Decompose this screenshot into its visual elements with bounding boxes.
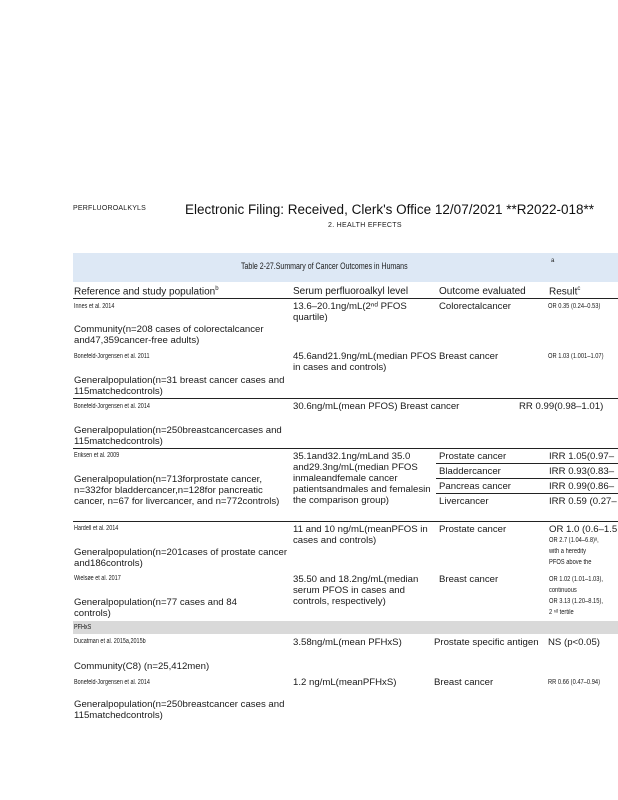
- row-result: IRR 0.93(0.83–: [549, 466, 615, 477]
- row-result: OR 1.03 (1.001–1.07): [548, 353, 604, 360]
- row-result-note: OR 2.7 (1.04–6.8)ᵃ,: [549, 537, 599, 544]
- row-result: IRR 0.99(0.86–: [549, 481, 615, 492]
- row-reference: Wielsøe et al. 2017: [74, 575, 121, 582]
- col-header-result-text: Result: [549, 286, 578, 298]
- filing-stamp: Electronic Filing: Received, Clerk's Office 12/07/2021 **R2022-018**: [185, 202, 595, 217]
- row-population: Generalpopulation(n=713forprostate cancer, n=332for bladdercancer,n=128for pancreatic cancer, n=67 for livercancer, and n=772controls): [74, 474, 280, 507]
- row-outcome: Breast cancer: [439, 574, 499, 585]
- row-result-note: OR 1.02 (1.01–1.03),: [549, 576, 603, 583]
- table-title: Table 2-27.Summary of Cancer Outcomes in Humans: [241, 261, 408, 271]
- row-reference: Bonefeld-Jorgensen et al. 2014: [74, 679, 150, 686]
- pfhxs-section-label: PFHxS: [74, 624, 92, 631]
- row-result-note: PFOS above the: [549, 559, 592, 566]
- sub-row-rule: [436, 478, 618, 479]
- row-result-note: continuous: [549, 587, 577, 594]
- row-population: Community(n=208 cases of colorectalcancer and47,359cancer-free adults): [74, 324, 264, 346]
- col-header-outcome: Outcome evaluated: [439, 286, 526, 297]
- sub-row-rule: [436, 463, 618, 464]
- row-reference: Hardell et al. 2014: [74, 525, 119, 532]
- row-result: IRR 1.05(0.97–: [549, 451, 615, 462]
- row-result: OR 1.0 (0.6–1.5: [549, 524, 618, 535]
- row-serum-level: 1.2 ng/mL(meanPFHxS): [293, 677, 397, 688]
- row-rule: [73, 521, 618, 522]
- row-reference: Ducatman et al. 2015a,2015b: [74, 638, 146, 645]
- row-population: Community(C8) (n=25,412men): [74, 661, 210, 672]
- row-result: IRR 0.59 (0.27–: [549, 496, 617, 507]
- row-serum-level: 13.6–20.1ng/mL(2ⁿᵈ PFOS quartile): [293, 301, 407, 323]
- row-serum-level: 11 and 10 ng/mL(meanPFOS in cases and controls): [293, 524, 428, 546]
- row-result-note: OR 3.13 (1.20–8.15),: [549, 598, 603, 605]
- sub-row-rule: [436, 493, 618, 494]
- row-rule: [73, 448, 618, 449]
- col-header-reference-sup: b: [215, 286, 219, 292]
- row-serum-level: 35.1and32.1ng/mLand 35.0 and29.3ng/mL(median PFOS inmaleandfemale cancer patientsandmales and femalesin the comparison group): [293, 451, 431, 506]
- row-serum-level: 3.58ng/mL(mean PFHxS): [293, 637, 402, 648]
- row-population: Generalpopulation(n=201cases of prostate cancer and186controls): [74, 547, 288, 569]
- row-outcome: Breast cancer: [434, 677, 494, 688]
- table-title-footnote-mark: a: [551, 258, 555, 264]
- row-outcome: Prostate specific antigen: [434, 637, 539, 648]
- pfhxs-section-band: [73, 621, 618, 634]
- row-outcome: Bladdercancer: [439, 466, 501, 477]
- row-population: Generalpopulation(n=250breastcancer cases and 115matchedcontrols): [74, 699, 285, 721]
- row-result: OR 0.35 (0.24–0.53): [548, 303, 601, 310]
- row-population: Generalpopulation(n=77 cases and 84 controls): [74, 597, 237, 619]
- table-title-band: [73, 253, 618, 282]
- row-serum-level: 30.6ng/mL(mean PFOS) Breast cancer: [293, 401, 460, 412]
- row-result-note: 2 ⁿᵈ tertile: [549, 609, 574, 616]
- section-label: 2. HEALTH EFFECTS: [328, 222, 402, 229]
- document-running-header: PERFLUOROALKYLS: [73, 205, 147, 212]
- row-outcome: Pancreas cancer: [439, 481, 511, 492]
- row-reference: Eriksen et al. 2009: [74, 452, 120, 459]
- row-reference: Bonefeld-Jorgensen et al. 2011: [74, 353, 150, 360]
- row-outcome: Prostate cancer: [439, 524, 507, 535]
- row-population: Generalpopulation(n=250breastcancercases and 115matchedcontrols): [74, 425, 282, 447]
- row-serum-level: 45.6and21.9ng/mL(median PFOS in cases and controls): [293, 351, 437, 373]
- col-header-result-sup: c: [577, 286, 581, 292]
- col-header-reference: [74, 286, 219, 297]
- row-outcome: Breast cancer: [439, 351, 499, 362]
- row-result: RR 0.66 (0.47–0.94): [548, 679, 601, 686]
- row-outcome: Livercancer: [439, 496, 489, 507]
- row-rule: [73, 398, 618, 399]
- col-header-reference-text: Reference and study population: [74, 286, 216, 298]
- row-reference: Bonefeld-Jorgensen et al. 2014: [74, 403, 150, 410]
- row-result: NS (p<0.05): [548, 637, 600, 648]
- row-reference: Innes et al. 2014: [74, 303, 115, 310]
- row-result-note: with a heredity: [549, 548, 587, 555]
- col-header-result: [549, 286, 580, 297]
- col-header-serum: Serum perfluoroalkyl level: [293, 286, 409, 297]
- row-outcome: Prostate cancer: [439, 451, 507, 462]
- row-serum-level: 35.50 and 18.2ng/mL(median serum PFOS in cases and controls, respectively): [293, 574, 419, 607]
- header-rule: [73, 298, 618, 299]
- row-outcome: Colorectalcancer: [439, 301, 511, 312]
- row-population: Generalpopulation(n=31 breast cancer cases and 115matchedcontrols): [74, 375, 285, 397]
- row-result: RR 0.99(0.98–1.01): [519, 401, 604, 412]
